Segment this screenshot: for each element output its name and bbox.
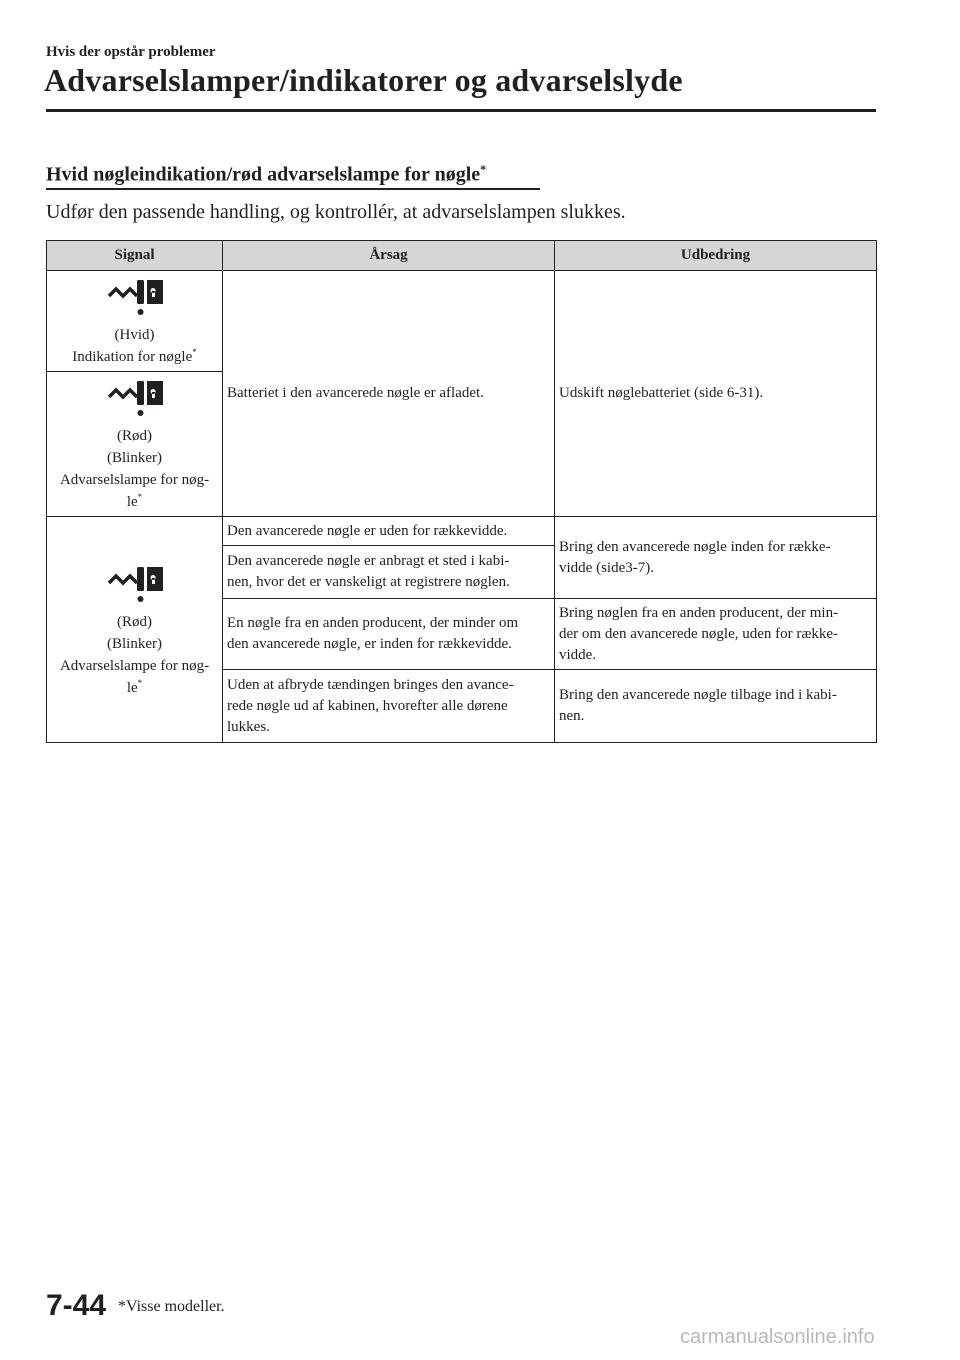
cause-line: rede nøgle ud af kabinen, hvorefter alle dørene xyxy=(227,697,508,714)
signal-text: Advarselslampe for nøg- xyxy=(59,657,210,674)
signal-text: (Rød) xyxy=(117,613,152,630)
cause-line: den avancerede nøgle, er inden for rækkevidde. xyxy=(227,636,512,652)
remedy-line: Bring nøglen fra en anden producent, der min- xyxy=(559,604,839,621)
cause-line: Uden at afbryde tændingen bringes den avance- xyxy=(227,676,514,693)
table-header-row xyxy=(47,241,877,271)
asterisk: * xyxy=(137,677,143,688)
signal-text xyxy=(51,677,218,699)
table-row xyxy=(47,271,877,372)
section-heading-text: Hvid nøgleindikation/rød advarselslampe for nøgle xyxy=(46,163,481,186)
signal-cell xyxy=(47,372,223,517)
key-warning-icon xyxy=(103,561,167,605)
signal-text: (Blinker) xyxy=(107,635,162,652)
signal-text: (Hvid) xyxy=(114,327,155,343)
signal-text: (Blinker) xyxy=(107,450,162,466)
title-rule xyxy=(46,109,876,112)
intro-text: Udfør den passende handling, og kontrollér, at advarselslampen slukkes. xyxy=(46,201,626,223)
page-number: 7-44 xyxy=(46,1289,107,1322)
chapter-title: Advarselslamper/indikatorer og advarselslyde xyxy=(44,62,683,98)
signal-text xyxy=(51,491,218,513)
signal-text-line: le xyxy=(126,494,138,510)
cause-cell xyxy=(223,599,555,670)
asterisk: * xyxy=(137,492,143,502)
signal-text: Advarselslampe for nøg- xyxy=(59,472,210,488)
remedy-line: Bring den avancerede nøgle tilbage ind i kabi- xyxy=(559,687,837,703)
heading-underline xyxy=(46,188,540,190)
remedy-cell: Udskift nøglebatteriet (side 6-31). xyxy=(555,271,877,517)
remedy-line: vidde (side3-7). xyxy=(559,559,654,576)
asterisk: * xyxy=(480,162,487,176)
section-label: Hvis der opstår problemer xyxy=(46,44,216,60)
cause-line: nen, hvor det er vanskeligt at registrere nøglen. xyxy=(227,574,510,590)
remedy-cell xyxy=(555,599,877,670)
remedy-line: vidde. xyxy=(559,646,597,663)
column-header: Udbedring xyxy=(555,241,877,271)
cause-cell xyxy=(223,517,555,546)
table-row xyxy=(47,517,877,546)
signal-text-line: Indikation for nøgle xyxy=(72,349,193,365)
column-header: Signal xyxy=(47,241,223,271)
signal-text-line: le xyxy=(126,679,138,696)
remedy-line: der om den avancerede nøgle, uden for række- xyxy=(559,625,839,642)
section-heading xyxy=(46,162,486,187)
remedy-line: nen. xyxy=(559,708,585,724)
cause-cell: Batteriet i den avancerede nøgle er afladet. xyxy=(223,271,555,517)
cause-line: En nøgle fra en anden producent, der minder om xyxy=(227,615,519,631)
cause-line: Den avancerede nøgle er uden for rækkevidde. xyxy=(227,522,508,539)
signal-text xyxy=(51,346,218,368)
key-warning-icon xyxy=(103,274,167,318)
footnote: *Visse modeller. xyxy=(118,1298,225,1315)
remedy-cell xyxy=(555,670,877,743)
signal-text: (Rød) xyxy=(117,428,152,444)
cause-cell xyxy=(223,546,555,599)
cause-line: lukkes. xyxy=(227,718,270,735)
warning-table xyxy=(46,240,877,743)
column-header: Årsag xyxy=(223,241,555,271)
key-warning-icon xyxy=(103,375,167,419)
watermark: carmanualsonline.info xyxy=(680,1326,875,1348)
signal-cell xyxy=(47,271,223,372)
asterisk: * xyxy=(192,347,197,357)
signal-cell xyxy=(47,517,223,743)
remedy-line: Bring den avancerede nøgle inden for række- xyxy=(559,538,831,555)
cause-cell xyxy=(223,670,555,743)
cause-line: Den avancerede nøgle er anbragt et sted i kabi- xyxy=(227,553,510,569)
remedy-cell xyxy=(555,517,877,599)
